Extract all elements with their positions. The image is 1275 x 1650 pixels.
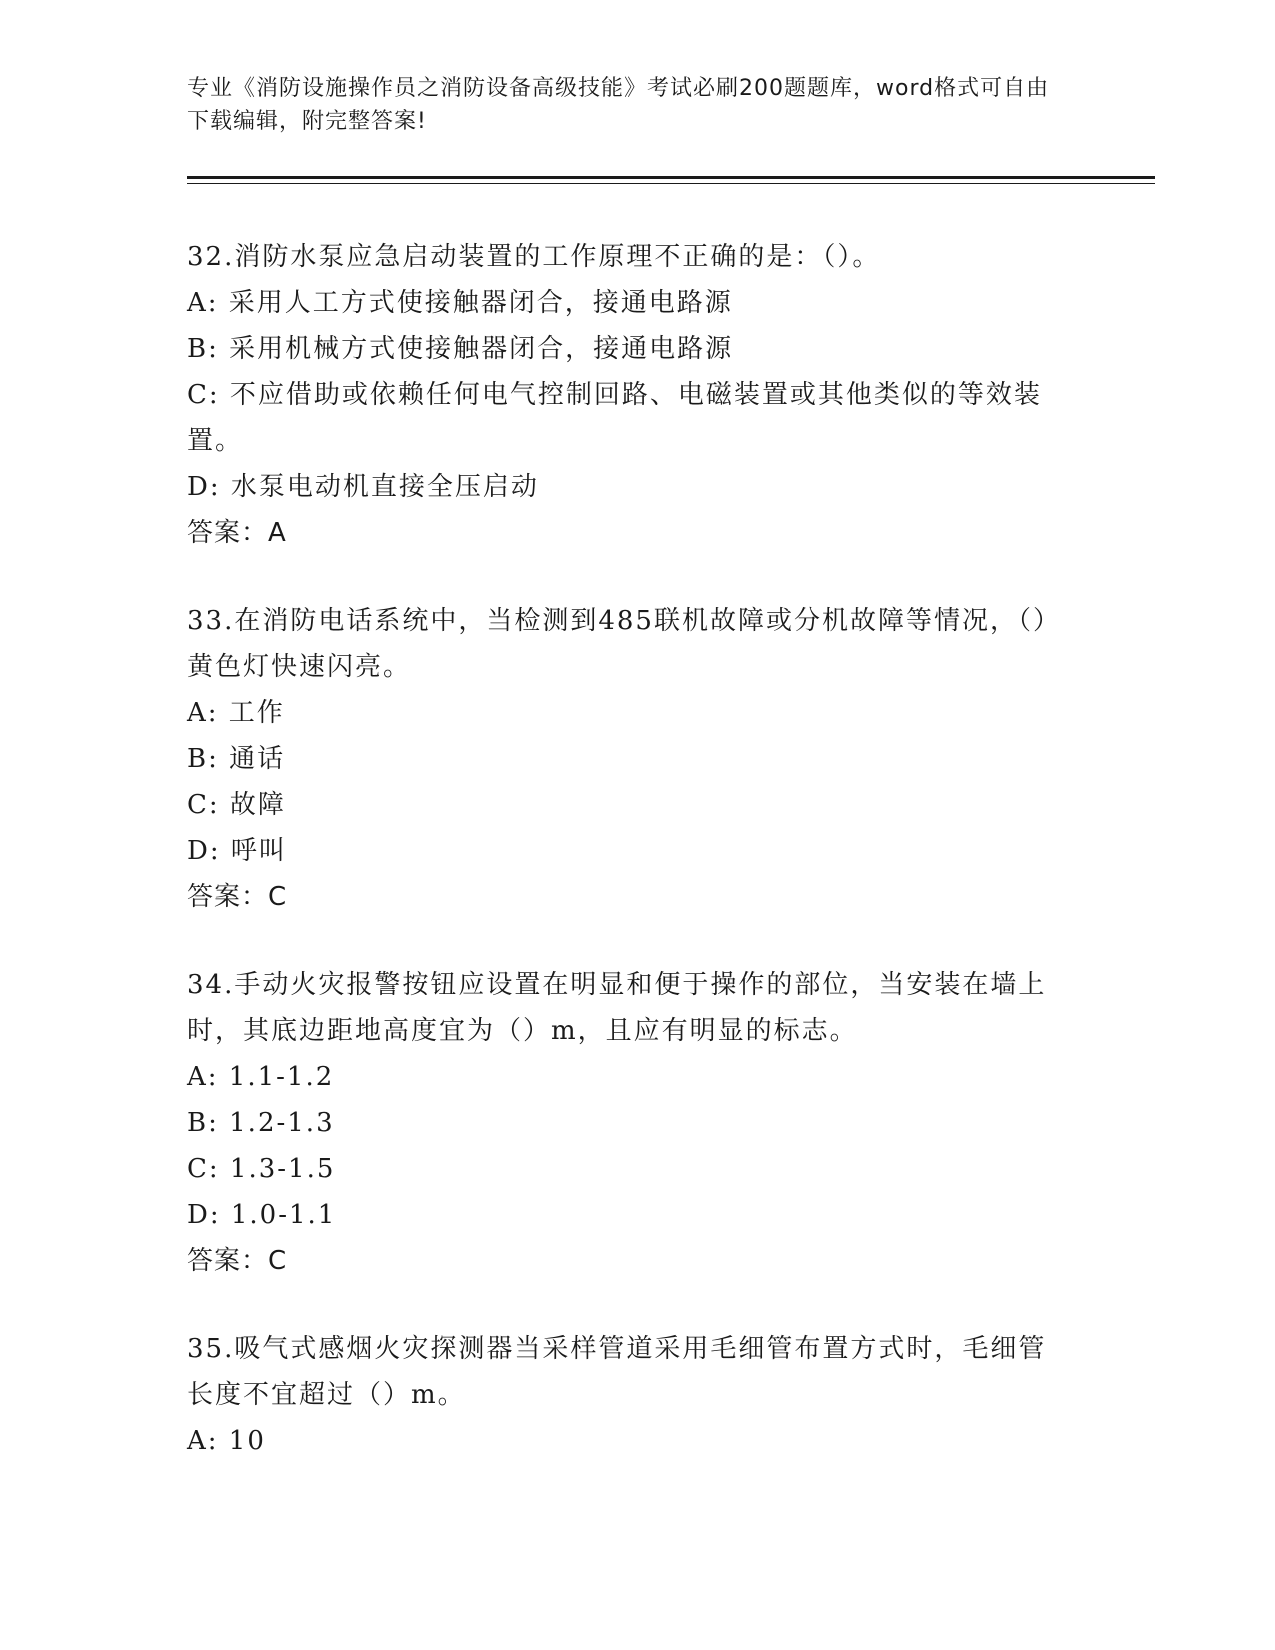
- document-header: 专业《消防设施操作员之消防设备高级技能》考试必刷200题题库，word格式可自由下载编辑，附完整答案!: [187, 76, 1050, 134]
- answer: 答案：C: [187, 882, 288, 912]
- option-d: D: 水泵电动机直接全压启动: [187, 472, 539, 502]
- question-stem: 33.在消防电话系统中，当检测到485联机故障或分机故障等情况，（）黄色灯快速闪亮。: [187, 606, 1061, 682]
- option-a: A: 采用人工方式使接触器闭合，接通电路源: [187, 288, 733, 318]
- option-b: B: 1.2-1.3: [187, 1108, 335, 1138]
- question-34: [187, 962, 1072, 1284]
- option-d: D: 呼叫: [187, 836, 287, 866]
- option-c: C: 不应借助或依赖任何电气控制回路、电磁装置或其他类似的等效装置。: [187, 380, 1042, 456]
- question-35: [187, 1326, 1072, 1464]
- option-c: C: 故障: [187, 790, 286, 820]
- header-divider-thin: [187, 183, 1155, 184]
- question-list: [187, 234, 1072, 1506]
- header-divider-thick: [187, 176, 1155, 179]
- question-32: [187, 234, 1072, 556]
- answer: 答案：C: [187, 1246, 288, 1276]
- option-d: D: 1.0-1.1: [187, 1200, 337, 1230]
- option-c: C: 1.3-1.5: [187, 1154, 336, 1184]
- question-stem: 32.消防水泵应急启动装置的工作原理不正确的是：（）。: [187, 242, 881, 272]
- question-stem: 35.吸气式感烟火灾探测器当采样管道采用毛细管布置方式时，毛细管长度不宜超过（）m。: [187, 1334, 1047, 1410]
- option-b: B: 通话: [187, 744, 286, 774]
- option-b: B: 采用机械方式使接触器闭合，接通电路源: [187, 334, 734, 364]
- option-a: A: 1.1-1.2: [187, 1062, 335, 1092]
- question-33: [187, 598, 1072, 920]
- answer: 答案：A: [187, 518, 287, 548]
- option-a: A: 10: [187, 1426, 266, 1456]
- option-a: A: 工作: [187, 698, 285, 728]
- question-stem: 34.手动火灾报警按钮应设置在明显和便于操作的部位，当安装在墙上时，其底边距地高度宜为（）m，且应有明显的标志。: [187, 970, 1047, 1046]
